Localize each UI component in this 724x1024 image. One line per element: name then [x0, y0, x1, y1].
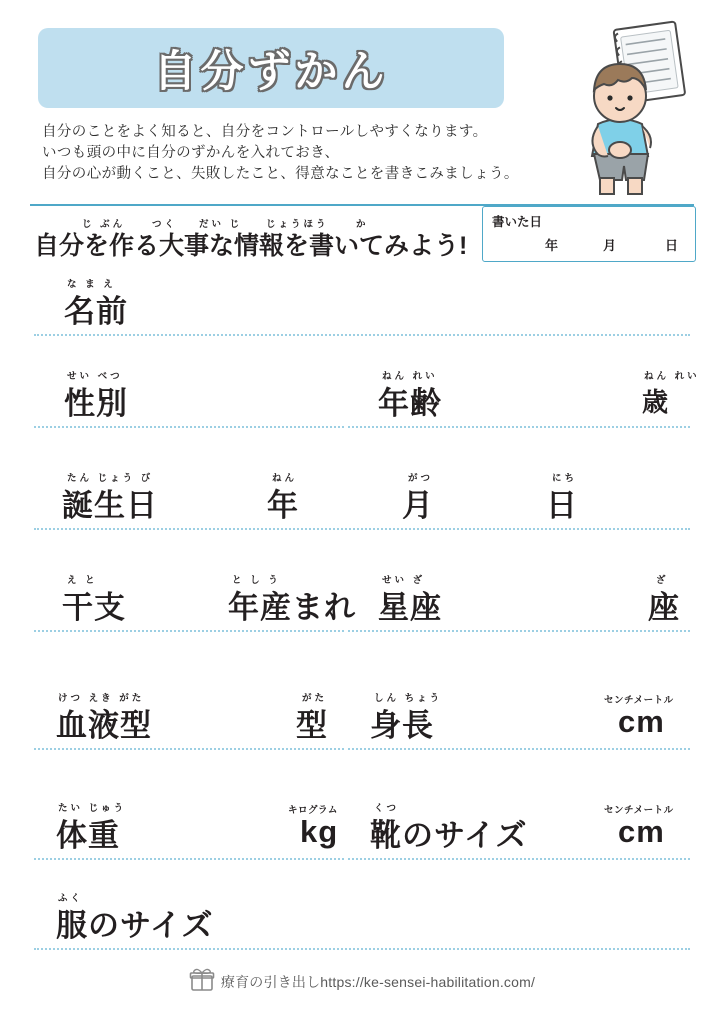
- field-label-shoesize: 靴のサイズ: [370, 818, 528, 853]
- field-label-weight: 体重: [56, 818, 120, 853]
- furigana-gender: せい べつ: [67, 371, 123, 382]
- field-unit-starsign: 座: [648, 590, 680, 625]
- field-unit-birth-day: 日: [546, 488, 578, 523]
- field-label-gender: 性別: [64, 386, 128, 421]
- write-line-eto[interactable]: [34, 630, 344, 632]
- intro-line-3: 自分の心が動くこと、失敗したこと、得意なことを書きこみましょう。: [42, 166, 519, 182]
- furigana-height: しん ちょう: [374, 693, 443, 704]
- title-banner: [38, 28, 504, 108]
- intro-line-2: いつも頭の中に自分のずかんを入れておき、: [42, 145, 340, 161]
- furigana: じょうほう: [266, 219, 329, 230]
- date-month-unit: 月: [603, 238, 617, 253]
- write-line-age[interactable]: [348, 426, 690, 428]
- date-year-unit: 年: [545, 238, 559, 253]
- furigana-age: ねん れい: [382, 371, 438, 382]
- date-written-label: 書いた日: [492, 215, 543, 229]
- furigana-shoesize: くつ: [374, 803, 400, 814]
- page-title: 自分ずかん: [153, 47, 389, 96]
- furigana-birthday: たん じょう び: [67, 473, 154, 484]
- field-unit-shoesize: cm: [618, 814, 665, 849]
- gift-box-icon: [189, 967, 215, 998]
- write-line-gender[interactable]: [34, 426, 344, 428]
- furigana-height-unit: センチメートル: [604, 695, 674, 706]
- furigana-eto: え と: [67, 575, 98, 586]
- field-unit-birth-month: 月: [402, 488, 434, 523]
- furigana-birth-year: ねん: [272, 473, 298, 484]
- field-unit-weight: kg: [300, 814, 339, 849]
- furigana: か: [356, 219, 369, 230]
- field-label-name: 名前: [64, 294, 128, 329]
- intro-paragraph: [42, 122, 522, 185]
- furigana-clothessize: ふく: [58, 893, 84, 904]
- furigana: つく: [152, 219, 178, 230]
- field-unit-age: 歳: [642, 387, 669, 417]
- field-unit-eto: 年産まれ: [228, 590, 356, 625]
- furigana: だい じ: [199, 219, 243, 230]
- section-heading: [34, 216, 474, 260]
- furigana-bloodtype: けつ えき がた: [58, 693, 145, 704]
- date-written-box[interactable]: [482, 206, 696, 262]
- write-line-shoesize[interactable]: [348, 858, 690, 860]
- field-label-eto: 干支: [62, 590, 126, 625]
- field-label-clothessize: 服のサイズ: [56, 908, 214, 943]
- footer-credit: 療育の引き出しhttps://ke-sensei-habilitation.com/: [220, 974, 536, 990]
- furigana-weight-unit: キログラム: [288, 805, 338, 816]
- field-label-age: 年齢: [378, 386, 442, 421]
- furigana-birth-month: がつ: [408, 473, 434, 484]
- field-unit-bloodtype: 型: [296, 708, 328, 743]
- date-day-unit: 日: [665, 238, 679, 253]
- write-line-name[interactable]: [34, 334, 690, 336]
- write-line-weight[interactable]: [34, 858, 344, 860]
- intro-line-1: 自分のことをよく知ると、自分をコントロールしやすくなります。: [42, 124, 488, 140]
- furigana-starsign: せい ざ: [382, 575, 426, 586]
- write-line-height[interactable]: [348, 748, 690, 750]
- write-line-clothessize[interactable]: [34, 948, 690, 950]
- furigana-starsign-unit: ざ: [656, 575, 669, 586]
- field-label-height: 身長: [370, 708, 434, 743]
- furigana-bloodtype-unit: がた: [302, 693, 328, 704]
- furigana-weight: たい じゅう: [58, 803, 127, 814]
- field-unit-height: cm: [618, 704, 665, 739]
- field-label-starsign: 星座: [378, 590, 442, 625]
- field-label-bloodtype: 血液型: [56, 708, 152, 743]
- footer: [0, 962, 724, 1002]
- furigana: じ ぶん: [82, 219, 126, 230]
- furigana-shoesize-unit: センチメートル: [604, 805, 674, 816]
- write-line-bloodtype[interactable]: [34, 748, 344, 750]
- field-label-birthday: 誕生日: [62, 488, 158, 523]
- furigana-eto-unit: と し う: [232, 575, 281, 586]
- furigana-age-unit: ねん れい: [644, 371, 700, 382]
- write-line-birthday[interactable]: [34, 528, 690, 530]
- furigana-birth-day: にち: [552, 473, 578, 484]
- section-heading-label: 自分を作る大事な情報を書いてみよう!: [34, 232, 468, 260]
- furigana-name: な ま え: [67, 279, 116, 290]
- boy-with-notebook-illustration: [540, 18, 710, 200]
- write-line-starsign[interactable]: [348, 630, 690, 632]
- field-unit-birth-year: 年: [267, 488, 299, 523]
